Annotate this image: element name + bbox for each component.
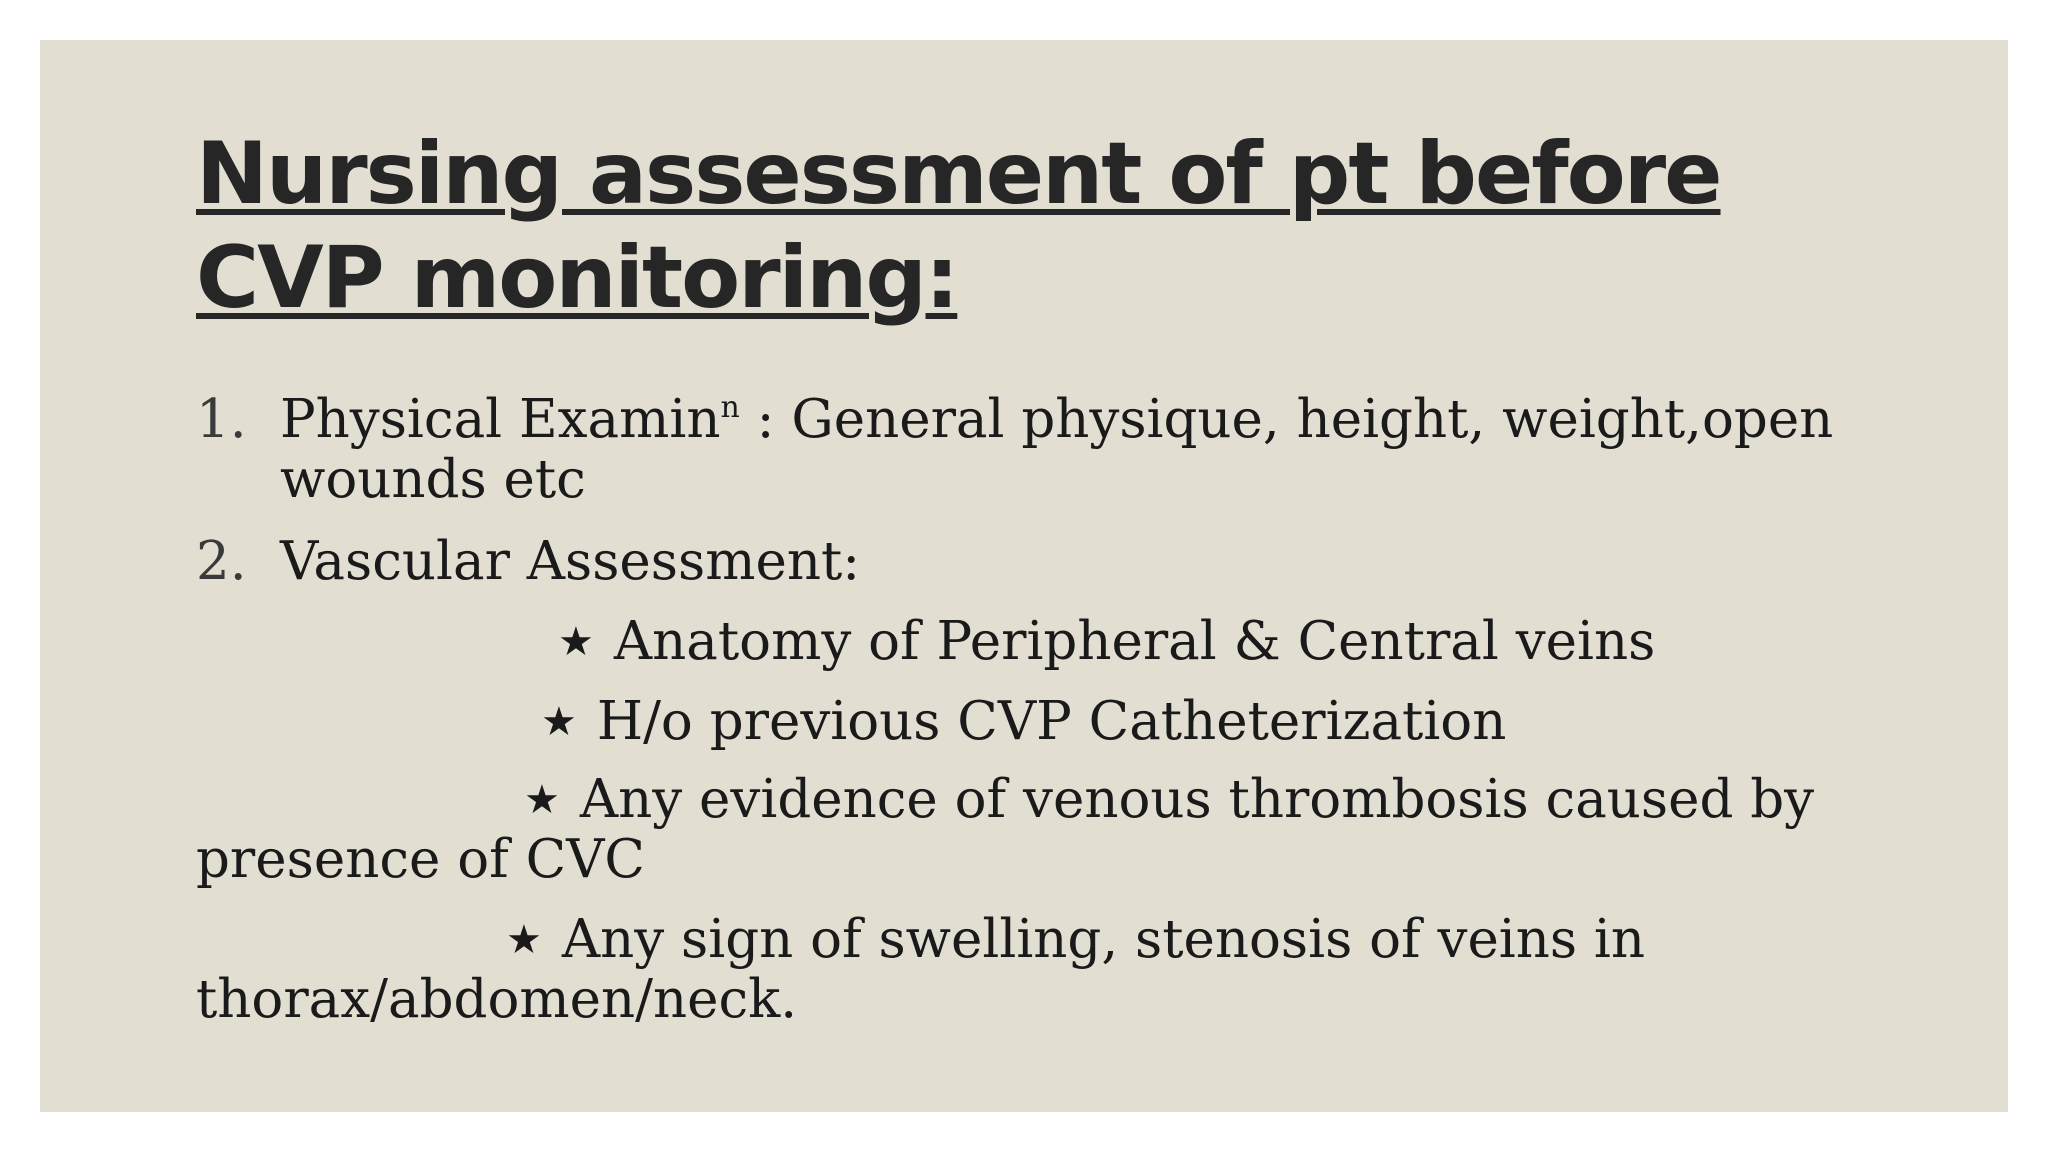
- list-item-physical-examination: [196, 390, 1916, 510]
- sub-item-text: H/o previous CVP Catheterization: [596, 691, 1507, 752]
- star-bullet-icon: ★: [524, 777, 560, 823]
- list-item-text: Vascular Assessment:: [280, 531, 861, 592]
- list-item-vascular-assessment: [196, 532, 1916, 592]
- sub-item-text: Any evidence of venous thrombosis caused by presence of CVC: [196, 769, 1815, 890]
- sub-item-history: [196, 692, 1916, 752]
- sub-item-anatomy: [196, 612, 1916, 672]
- list-item-text: [280, 390, 1916, 510]
- star-bullet-icon: ★: [506, 917, 542, 963]
- list-item-text-rest: : General physique, height, weight,open wounds etc: [280, 389, 1834, 510]
- star-bullet-icon: ★: [558, 619, 594, 665]
- star-bullet-icon: ★: [541, 699, 577, 745]
- sub-item-thrombosis: [196, 770, 1916, 890]
- list-item-number: 2.: [196, 531, 247, 592]
- superscript: n: [720, 390, 740, 425]
- list-item-text-main: Physical Examin: [280, 389, 721, 450]
- slide-title: Nursing assessment of pt before CVP monitoring:: [196, 124, 1721, 328]
- slide: [40, 40, 2008, 1112]
- sub-item-text: Any sign of swelling, stenosis of veins in thorax/abdomen/neck.: [196, 909, 1646, 1030]
- list-item-number: 1.: [196, 389, 247, 450]
- sub-item-text: Anatomy of Peripheral & Central veins: [613, 611, 1656, 672]
- sub-item-swelling: [196, 910, 1916, 1030]
